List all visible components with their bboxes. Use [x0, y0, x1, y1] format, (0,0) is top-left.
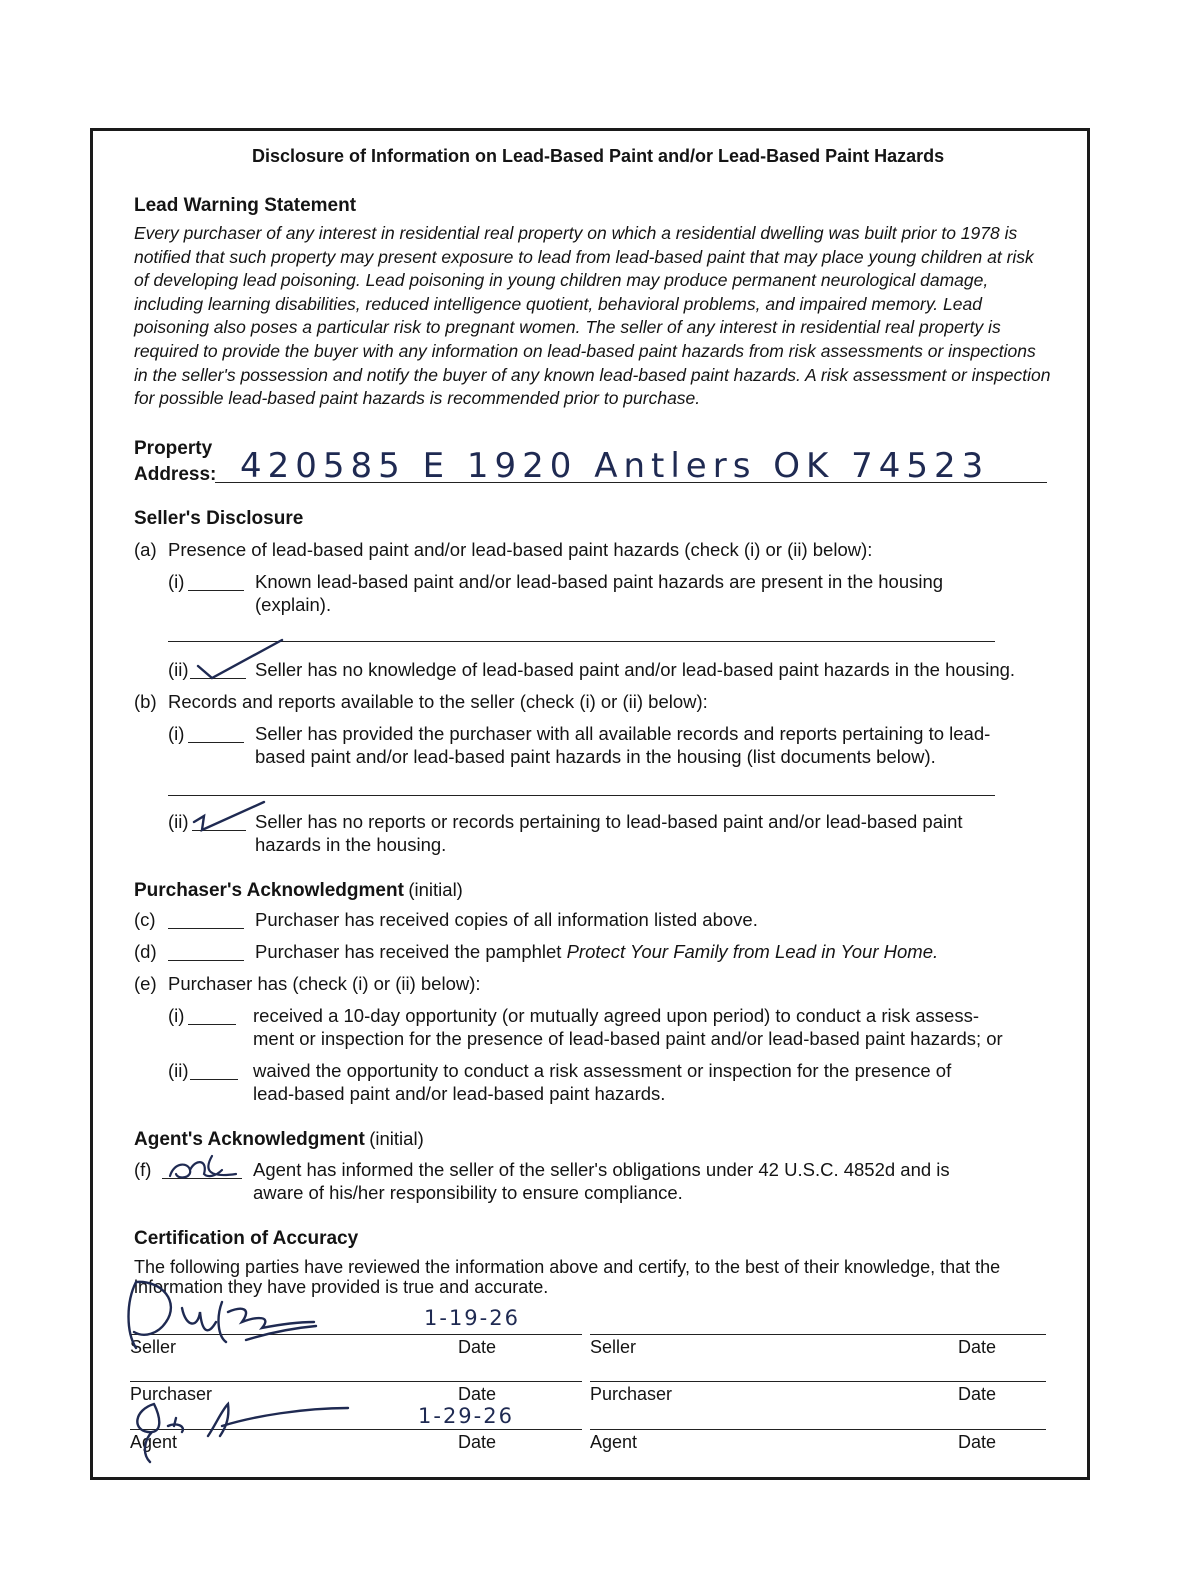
- documents-line[interactable]: [168, 795, 995, 796]
- item-a-ii-text: Seller has no knowledge of lead-based paint and/or lead-based paint hazards in the housing.: [255, 659, 1016, 680]
- seller-label-2: Seller: [590, 1337, 637, 1357]
- explain-line[interactable]: [168, 641, 995, 642]
- item-e-i-text-2: ment or inspection for the presence of lead-based paint and/or lead-based paint hazards; or: [253, 1028, 1003, 1049]
- seller-disclosure-heading: Seller's Disclosure: [134, 508, 304, 529]
- agent-date-value[interactable]: 1-29-26: [418, 1404, 514, 1428]
- item-a-i-text-1: Known lead-based paint and/or lead-based paint hazards are present in the housing: [255, 571, 944, 592]
- item-f-marker: (f): [134, 1159, 152, 1180]
- item-e-marker: (e): [134, 973, 157, 994]
- item-e-ii-text-1: waived the opportunity to conduct a risk assessment or inspection for the presence of: [253, 1060, 952, 1081]
- item-f-text-1: Agent has informed the seller of the seller's obligations under 42 U.S.C. 4852d and is: [253, 1159, 950, 1180]
- agent-signature: [124, 1396, 354, 1466]
- purchaser-label-1: Purchaser: [130, 1384, 213, 1404]
- item-a-i-blank[interactable]: [188, 590, 244, 591]
- agent-signature-line-2[interactable]: [590, 1429, 1046, 1430]
- item-e-i-blank[interactable]: [188, 1024, 236, 1025]
- warning-line: for possible lead-based paint hazards is recommended prior to purchase.: [134, 388, 701, 409]
- seller-signature-line-2[interactable]: [590, 1334, 1046, 1335]
- purchaser-date-label-2: Date: [958, 1384, 997, 1404]
- warning-line: of developing lead poisoning. Lead poisoning in young children may produce permanent neurological damage,: [134, 270, 989, 291]
- lead-warning-text: [134, 222, 1054, 411]
- seller-date-label-2: Date: [958, 1337, 997, 1357]
- item-b-i-text-1: Seller has provided the purchaser with all available records and reports pertaining to lead-: [255, 723, 991, 744]
- item-a-text: Presence of lead-based paint and/or lead-based paint hazards (check (i) or (ii) below):: [168, 539, 873, 560]
- purchaser-signature-line-1[interactable]: [130, 1381, 582, 1382]
- agent-date-label-1: Date: [458, 1432, 497, 1452]
- item-e-ii-marker: (ii): [168, 1060, 189, 1081]
- purchaser-signature-line-2[interactable]: [590, 1381, 1046, 1382]
- item-d-initial-blank[interactable]: [168, 960, 244, 961]
- warning-line: notified that such property may present exposure to lead from lead-based paint that may place young children at risk: [134, 246, 1034, 267]
- item-c-text: Purchaser has received copies of all information listed above.: [255, 909, 758, 930]
- item-b-i-marker: (i): [168, 723, 185, 744]
- item-e-i-text-1: received a 10-day opportunity (or mutually agreed upon period) to conduct a risk assess-: [253, 1005, 979, 1026]
- certification-text-1: The following parties have reviewed the information above and certify, to the best of their knowledge, that the: [134, 1257, 1001, 1277]
- agent-ack-note: (initial): [369, 1128, 424, 1149]
- form-title: Disclosure of Information on Lead-Based Paint and/or Lead-Based Paint Hazards: [252, 146, 945, 166]
- pamphlet-title: Protect Your Family from Lead in Your Home.: [566, 941, 939, 962]
- item-b-i-text-2: based paint and/or lead-based paint hazards in the housing (list documents below).: [255, 746, 936, 767]
- agent-initials-signature: [164, 1152, 244, 1184]
- item-b-text: Records and reports available to the seller (check (i) or (ii) below):: [168, 691, 708, 712]
- item-d-marker: (d): [134, 941, 157, 962]
- item-e-ii-text-2: lead-based paint and/or lead-based paint hazards.: [253, 1083, 666, 1104]
- item-a-ii-marker: (ii): [168, 659, 189, 680]
- lead-warning-heading: Lead Warning Statement: [134, 195, 357, 216]
- purchaser-ack-note: (initial): [408, 879, 463, 900]
- warning-line: poisoning also poses a particular risk to pregnant women. The seller of any interest in residential real property is: [134, 317, 1001, 338]
- item-e-ii-blank[interactable]: [190, 1079, 238, 1080]
- certification-heading: Certification of Accuracy: [134, 1228, 359, 1249]
- item-b-ii-text-2: hazards in the housing.: [255, 834, 447, 855]
- warning-line: in the seller's possession and notify the buyer of any known lead-based paint hazards. A risk assessment or inspection: [134, 364, 1051, 385]
- item-a-i-marker: (i): [168, 571, 185, 592]
- warning-line: Every purchaser of any interest in residential real property on which a residential dwelling was built prior to 1978 is: [134, 223, 1018, 243]
- seller-signature: [122, 1272, 322, 1362]
- purchaser-ack-heading: Purchaser's Acknowledgment: [134, 880, 404, 901]
- purchaser-label-2: Purchaser: [590, 1384, 673, 1404]
- property-label-line1: Property: [134, 438, 213, 459]
- agent-date-label-2: Date: [958, 1432, 997, 1452]
- item-c-initial-blank[interactable]: [168, 928, 244, 929]
- item-f-text-2: aware of his/her responsibility to ensure compliance.: [253, 1182, 683, 1203]
- seller-label-1: Seller: [130, 1337, 177, 1357]
- item-b-i-blank[interactable]: [188, 742, 244, 743]
- item-a-marker: (a): [134, 539, 157, 560]
- item-b-ii-text-1: Seller has no reports or records pertaining to lead-based paint and/or lead-based paint: [255, 811, 963, 832]
- item-d-text: [255, 941, 938, 963]
- item-a-i-text-2: (explain).: [255, 594, 332, 615]
- agent-label-2: Agent: [590, 1432, 638, 1452]
- warning-line: including learning disabilities, reduced intelligence quotient, behavioral problems, and impaired memory. Lead: [134, 293, 982, 314]
- property-label-line2: Address:: [134, 464, 217, 485]
- agent-ack-heading: Agent's Acknowledgment: [134, 1129, 365, 1150]
- seller-date-value[interactable]: 1-19-26: [424, 1306, 520, 1330]
- agent-label-1: Agent: [130, 1432, 178, 1452]
- property-address-value[interactable]: 420585 E 1920 Antlers OK 74523: [240, 446, 990, 486]
- seller-date-label-1: Date: [458, 1337, 497, 1357]
- agent-ack-header: [134, 1128, 424, 1151]
- item-b-ii-marker: (ii): [168, 811, 189, 832]
- item-d-text-plain: Purchaser has received the pamphlet: [255, 941, 562, 962]
- item-e-text: Purchaser has (check (i) or (ii) below):: [168, 973, 481, 994]
- item-c-marker: (c): [134, 909, 156, 930]
- purchaser-date-label-1: Date: [458, 1384, 497, 1404]
- purchaser-ack-header: [134, 879, 463, 902]
- warning-line: required to provide the buyer with any information on lead-based paint hazards from risk assessments or inspections: [134, 340, 1036, 361]
- item-b-marker: (b): [134, 691, 157, 712]
- item-e-i-marker: (i): [168, 1005, 185, 1026]
- certification-text-2: information they have provided is true and accurate.: [134, 1277, 549, 1297]
